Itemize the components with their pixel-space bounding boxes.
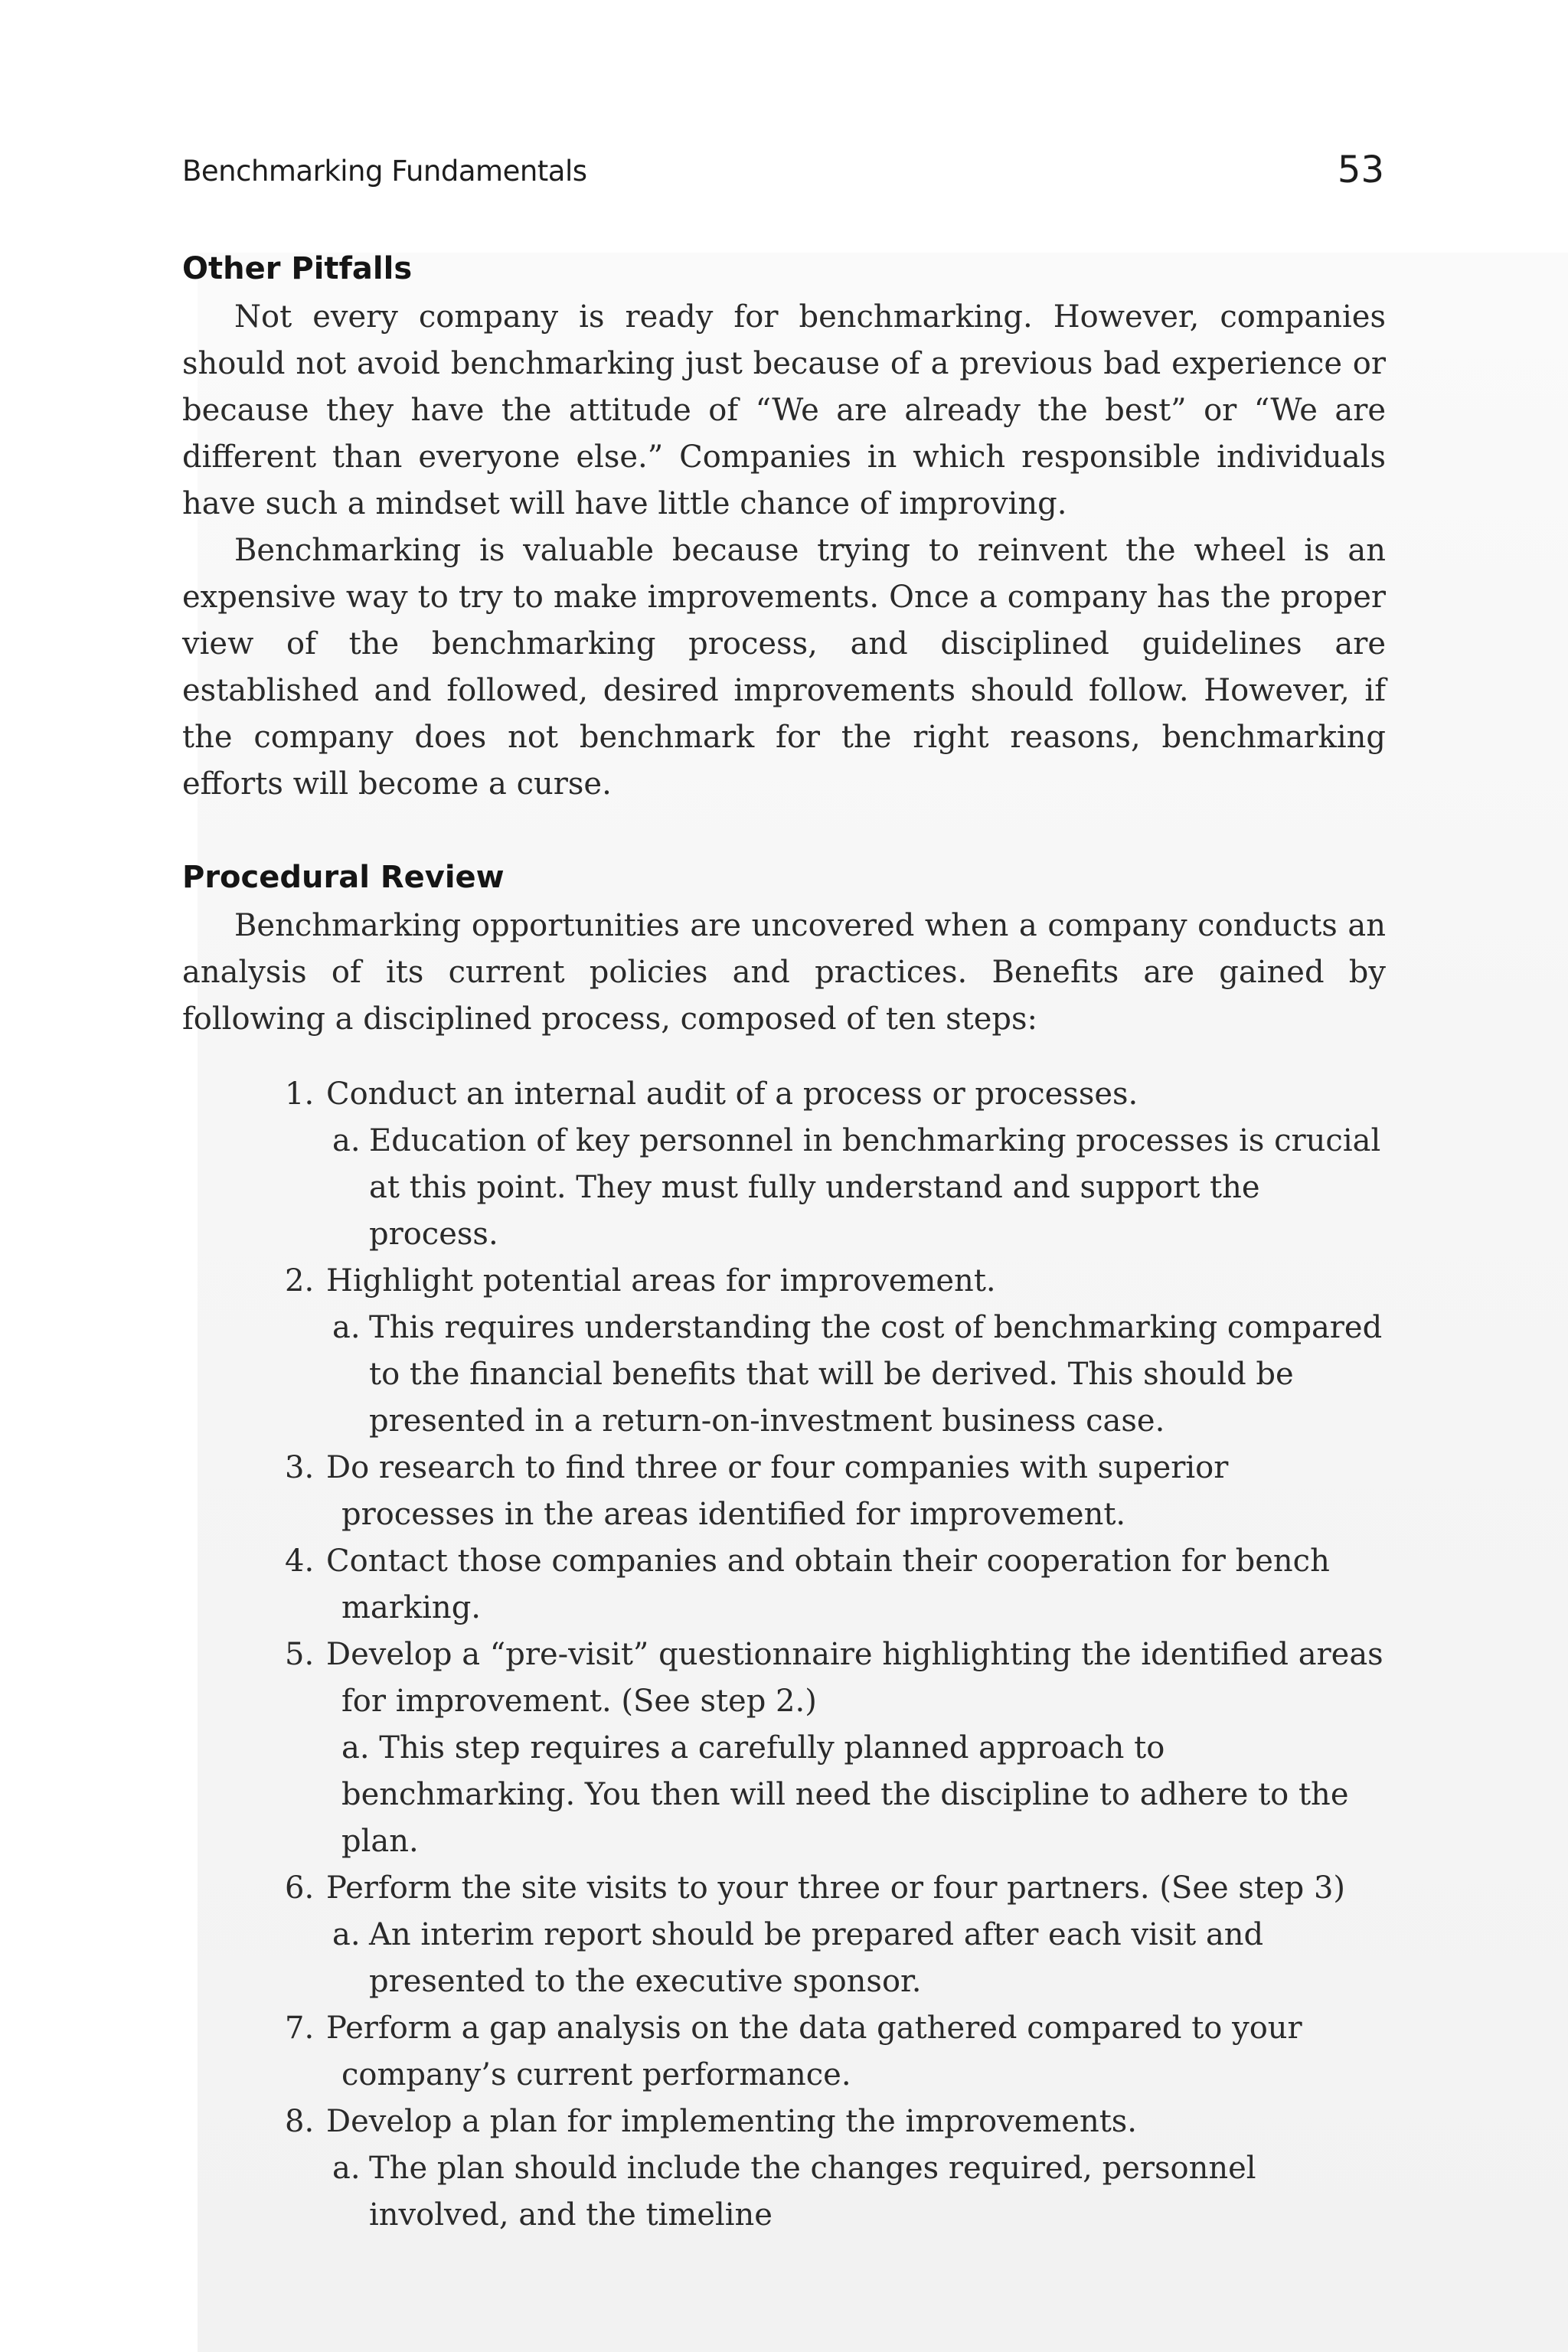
substep-letter: a. <box>332 1917 361 1952</box>
step-text: Develop a plan for implementing the improvements. <box>326 2104 1138 2139</box>
substep-letter: a. <box>332 1123 361 1158</box>
step-number: 3. <box>285 1450 315 1485</box>
step-item <box>182 1445 1386 1538</box>
substep-text: This requires understanding the cost of benchmarking compared to the financial benefits that will be derived. This should be presented in a return-on-investment business case. <box>369 1310 1383 1439</box>
substep-letter: a. <box>332 2151 361 2186</box>
step-number: 1. <box>285 1076 315 1112</box>
step-text: Conduct an internal audit of a process or processes. <box>326 1076 1138 1112</box>
substep-item <box>182 1118 1386 1258</box>
step-text: Perform the site visits to your three or four partners. (See step 3) <box>326 1870 1346 1906</box>
substep-text: Education of key personnel in benchmarking processes is crucial at this point. They must fully understand and support the process. <box>369 1123 1381 1252</box>
step-item <box>182 1865 1386 1912</box>
step-number: 7. <box>285 2011 315 2046</box>
section-heading-procedural-review: Procedural Review <box>182 860 505 895</box>
substep-text: The plan should include the changes required, personnel involved, and the timeline <box>369 2151 1256 2233</box>
step-number: 2. <box>285 1263 315 1298</box>
substep-letter: a. <box>341 1730 370 1766</box>
paragraph: Benchmarking is valuable because trying to reinvent the wheel is an expensive way to try to make improvements. Once a company has the proper view of the benchmarking process, and disciplined guidelines are established and followed, desired improvements should follow. However, if the company does not benchmark for the right reasons, benchmarking efforts will become a curse. <box>182 533 1386 802</box>
substep-item <box>182 1305 1386 1445</box>
running-head <box>182 149 1384 199</box>
page-number: 53 <box>1337 149 1384 191</box>
substep-item <box>182 1912 1386 2005</box>
step-item <box>182 1071 1386 1118</box>
paragraph: Not every company is ready for benchmarking. However, companies should not avoid benchmarking just because of a previous bad experience or because they have the attitude of “We are already the best” or “We are different than everyone else.” Companies in which responsible individuals have such a mindset will have little chance of improving. <box>182 299 1386 521</box>
substep-item <box>182 2145 1386 2239</box>
substep-item <box>182 1725 1386 1865</box>
steps-list <box>182 1071 1386 2239</box>
paragraph: Benchmarking opportunities are uncovered when a company conducts an analysis of its current policies and practices. Benefits are gained by following a disciplined process, composed of ten steps: <box>182 908 1386 1037</box>
step-number: 5. <box>285 1637 315 1672</box>
step-number: 6. <box>285 1870 315 1906</box>
substep-letter: a. <box>332 1310 361 1345</box>
step-item <box>182 2005 1386 2099</box>
section-heading-other-pitfalls: Other Pitfalls <box>182 251 413 286</box>
page-body <box>182 243 1386 2239</box>
step-item <box>182 1632 1386 1725</box>
step-number: 4. <box>285 1544 315 1579</box>
step-item <box>182 1258 1386 1305</box>
substep-text: This step requires a carefully planned approach to benchmarking. You then will need the discipline to adhere to the plan. <box>341 1730 1349 1859</box>
step-text: Develop a “pre-visit” questionnaire highlighting the identified areas for improvement. (See step 2.) <box>326 1637 1383 1719</box>
step-text: Highlight potential areas for improvement. <box>326 1263 996 1298</box>
step-item <box>182 1538 1386 1632</box>
running-head-title: Benchmarking Fundamentals <box>182 155 587 188</box>
substep-text: An interim report should be prepared after each visit and presented to the executive sponsor. <box>369 1917 1264 1999</box>
step-number: 8. <box>285 2104 315 2139</box>
step-item <box>182 2099 1386 2145</box>
step-text: Perform a gap analysis on the data gathered compared to your company’s current performance. <box>326 2011 1302 2092</box>
step-text: Contact those companies and obtain their cooperation for bench marking. <box>326 1544 1330 1625</box>
step-text: Do research to find three or four companies with superior processes in the areas identified for improvement. <box>326 1450 1229 1532</box>
